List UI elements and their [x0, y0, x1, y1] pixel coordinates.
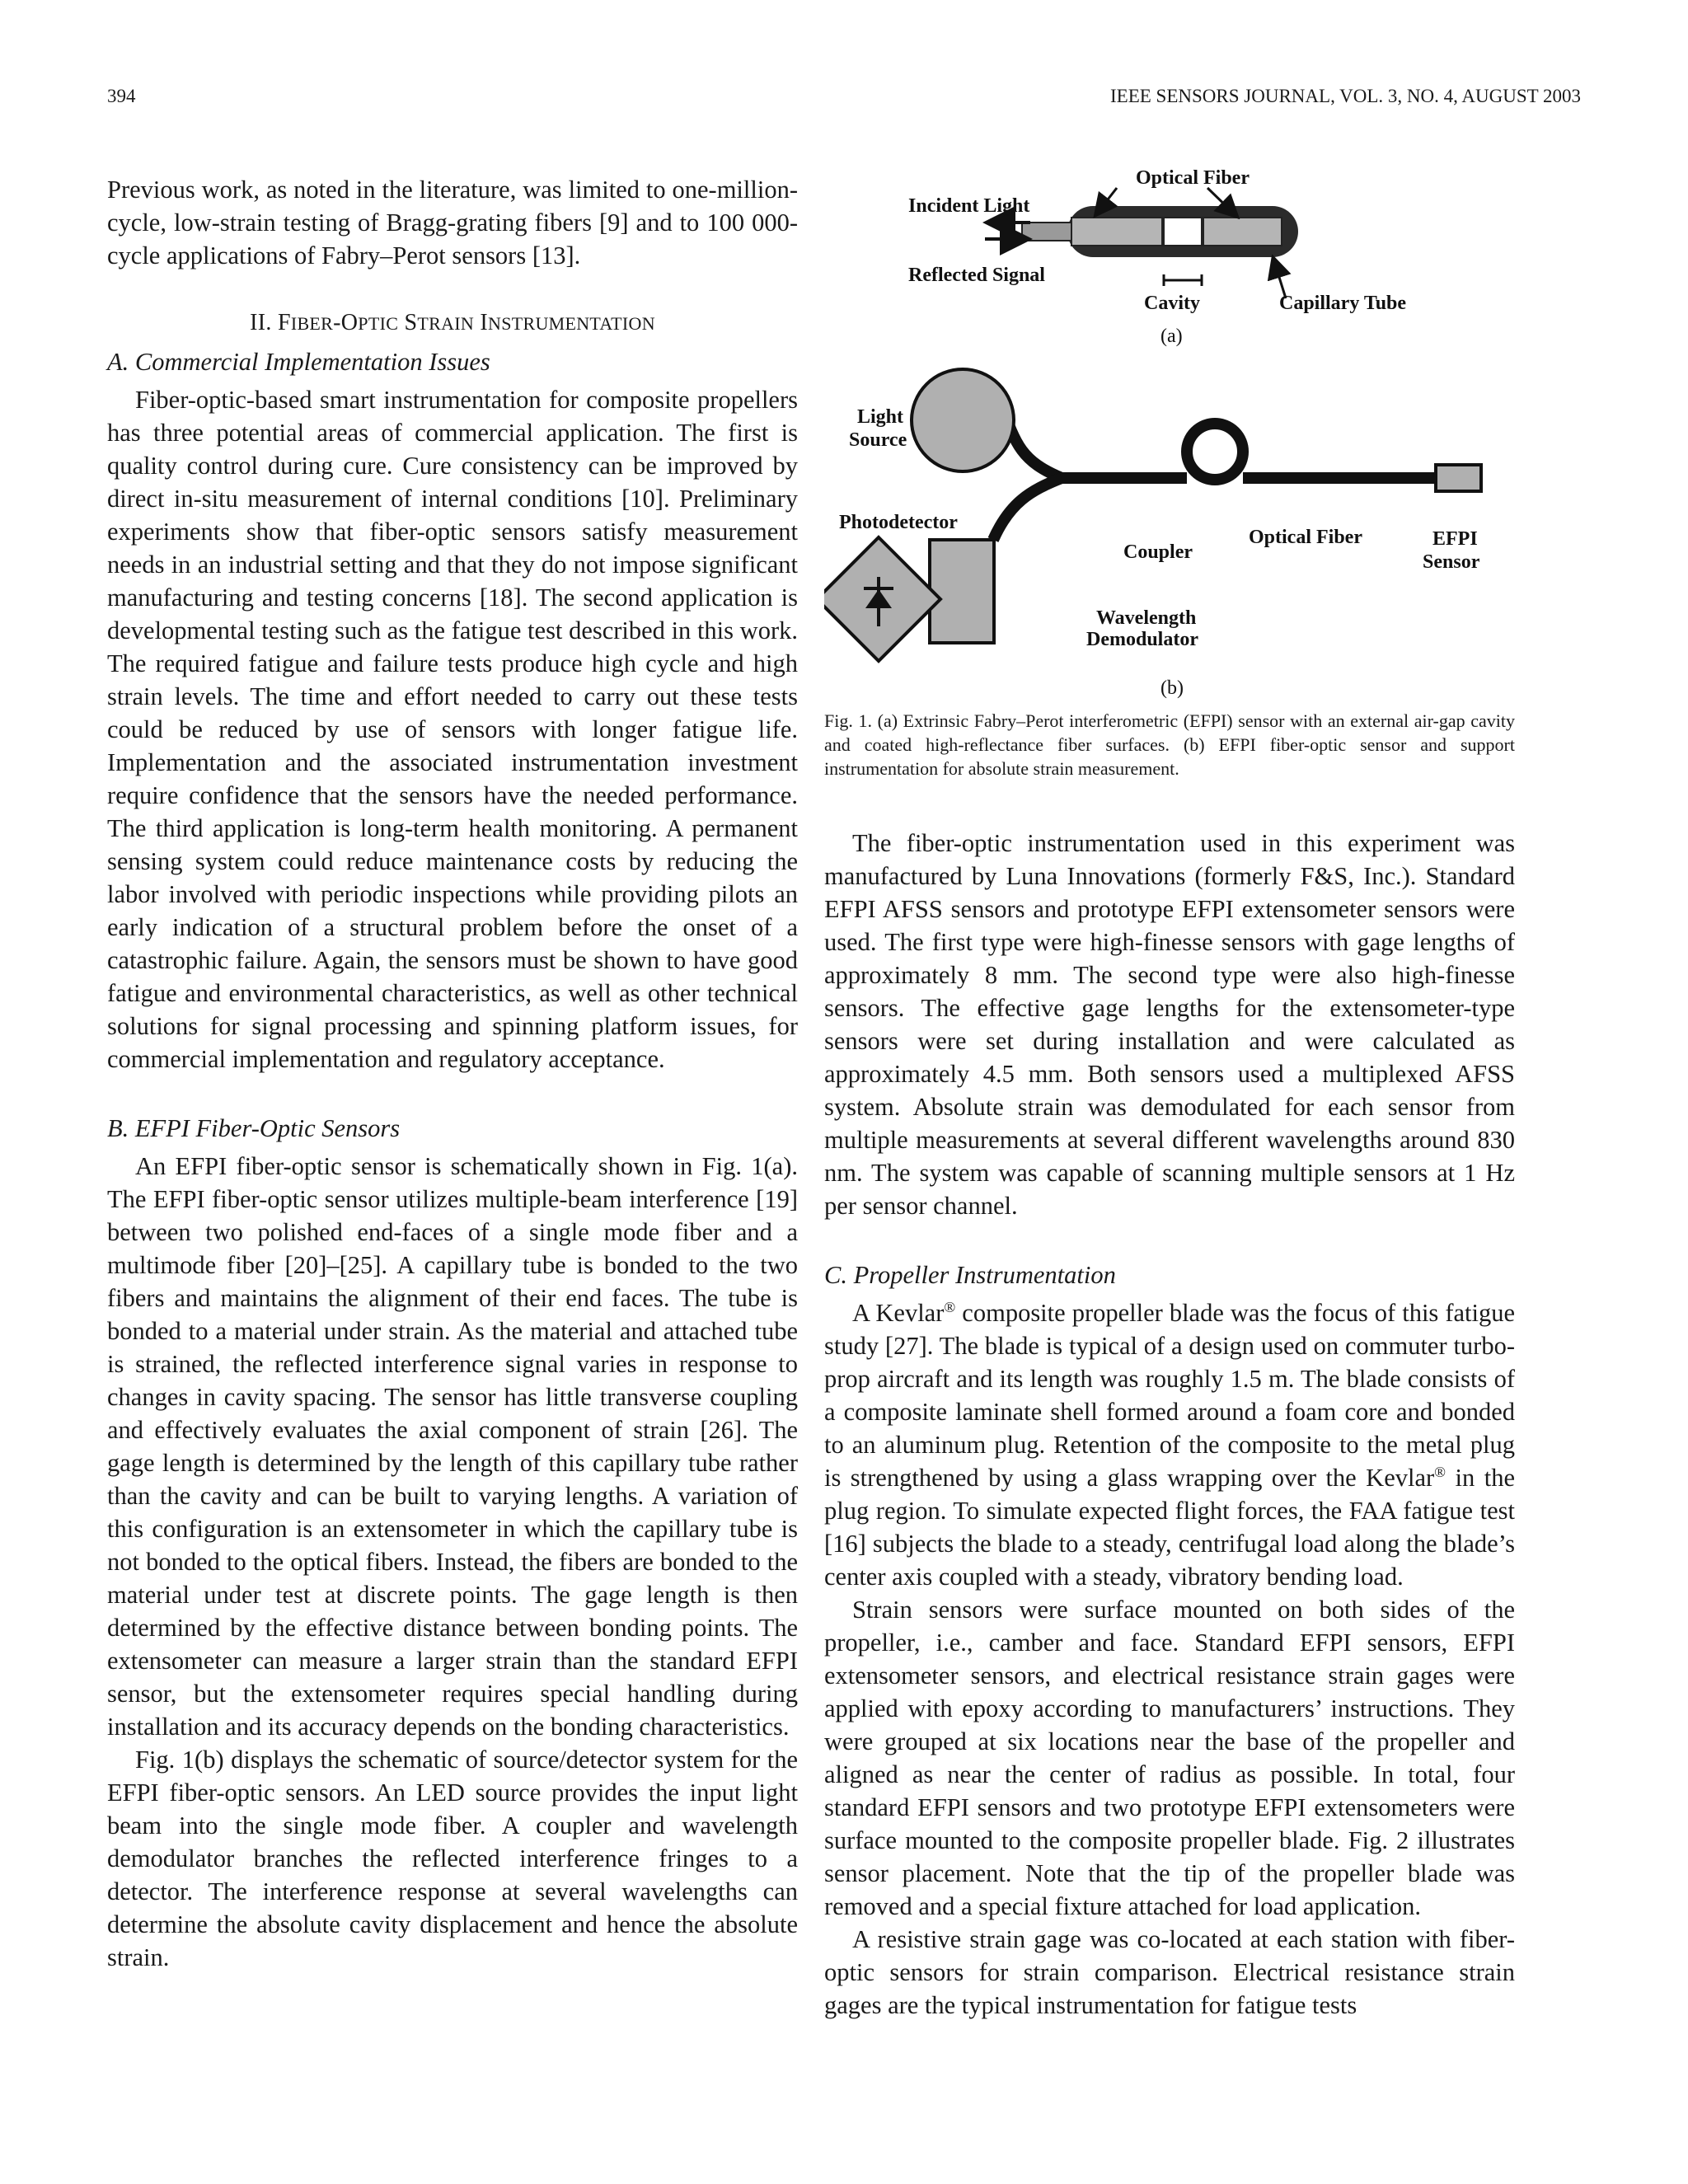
lead-fiber-shape [1071, 218, 1162, 246]
registered-mark-1: ® [944, 1298, 956, 1315]
intro-paragraph: Previous work, as noted in the literature, was limited to one-million-cycle, low-strain testing of Bragg-grating fibers [9] and to 100 000-cycle applications of Fabry–Perot sensors [13]. [107, 176, 798, 269]
subsection-c-title: C. Propeller Instrumentation [824, 1261, 1116, 1289]
label-sensor: Sensor [1423, 551, 1480, 573]
instrumentation-paragraph: The fiber-optic instrumentation used in this experiment was manufactured by Luna Innovations (formerly F&S, Inc.). Standard EFPI AFSS sensors and prototype EFPI extensometer sensors were used. The first type were high-finesse sensors with gage lengths of approximately 8 mm. The second type were also high-finesse sensors. The effective gage lengths for the extensometer-type sensors were set during installation and were calculated as approximately 4.5 mm. Both sensors used a multiplexed AFSS system. Absolute strain was demodulated for each sensor from multiple measurements at several different wavelengths around 830 nm. The system was capable of scanning multiple sensors at 1 Hz per sensor channel. [824, 829, 1515, 1220]
sub-label-b: (b) [1160, 677, 1184, 699]
subsection-a-title: A. Commercial Implementation Issues [107, 348, 490, 376]
registered-mark-2: ® [1434, 1463, 1447, 1480]
fatigue-test-text: in the plug region. To simulate expected flight forces, the FAA fatigue test [16] subjects the blade to a steady, centrifugal load along the blade’s center axis coupled with a steady, vibratory bending load. [824, 1464, 1515, 1591]
sub-label-a: (a) [1160, 326, 1183, 347]
subsection-a-paragraph: Fiber-optic-based smart instrumentation for composite propellers has three potential areas of commercial application. The first is quality control during cure. Cure consistency can be improved by direct in-situ measurement of internal conditions [10]. Preliminary experiments show that fiber-optic sensors satisfy measurement needs in an industrial setting and that they do not impose significant manufacturing and testing concerns [18]. The second application is developmental testing such as the fatigue test described in this work. The required fatigue and failure tests produce high cycle and high strain levels. The time and effort needed to carry out these tests could be reduced by use of sensors with longer fatigue life. Implementation and the associated instrumentation investment require confidence that the sensors have the needed performance. The third application is long-term health monitoring. A permanent sensing system could reduce maintenance costs by reducing the labor involved with periodic inspections while providing pilots an early indication of a structural problem before the onset of a catastrophic failure. Again, the sensors must be shown to have good fatigue and environmental characteristics, as well as other technical solutions for signal processing and spinning platform issues, for commercial implementation and regulatory acceptance. [107, 386, 798, 1073]
label-efpi: EFPI [1432, 528, 1478, 550]
demodulator-fiber-path [993, 478, 1062, 540]
page-number: 394 [107, 86, 136, 106]
left-column [107, 173, 798, 1974]
subsection-c-paragraph-3: A resistive strain gage was co-located at each station with fiber-optic sensors for strain comparison. Electrical resistance strain gages are the typical instrumentation for fatigue tests [824, 1925, 1515, 2019]
label-source: Source [849, 429, 907, 451]
subsection-c-paragraph-2: Strain sensors were surface mounted on both sides of the propeller, i.e., camber and face. Standard EFPI sensors, EFPI extensometer sensors, and electrical resistance strain gages were applied with epoxy according to manufacturers’ instructions. They were grouped at six locations near the base of the propeller and aligned as near the center of radius as possible. In total, four standard EFPI sensors and two prototype EFPI extensometers were surface mounted to the composite propeller blade. Fig. 2 illustrates sensor placement. Note that the tip of the propeller blade was removed and a special fixture attached for load application. [824, 1596, 1515, 1920]
target-fiber-shape [1203, 218, 1282, 246]
label-demodulator: Demodulator [1086, 629, 1198, 650]
label-optical-fiber-b: Optical Fiber [1249, 527, 1362, 548]
label-reflected-signal: Reflected Signal [908, 265, 1045, 286]
section-title: II. FIBER-OPTIC STRAIN INSTRUMENTATION [250, 310, 655, 335]
efpi-sensor-shape [1436, 465, 1481, 491]
label-light: Light [857, 406, 904, 428]
journal-info: IEEE SENSORS JOURNAL, VOL. 3, NO. 4, AUGUST 2003 [1110, 86, 1581, 106]
light-source-shape [912, 369, 1014, 471]
wavelength-demodulator-shape [930, 540, 994, 643]
running-header [107, 86, 1581, 110]
fiber-loop [1187, 424, 1243, 480]
figure-caption: Fig. 1. (a) Extrinsic Fabry–Perot interferometric (EFPI) sensor with an external air-gap cavity and coated high-reflectance fiber surfaces. (b) EFPI fiber-optic sensor and support instrumentation for absolute strain measurement. [824, 710, 1515, 779]
subsection-b-paragraph-1: An EFPI fiber-optic sensor is schematically shown in Fig. 1(a). The EFPI fiber-optic sensor utilizes multiple-beam interference [19] between two polished end-faces of a single mode fiber and a multimode fiber [20]–[25]. A capillary tube is bonded to the two fibers and maintains the alignment of their end faces. The tube is bonded to a material under strain. As the material and attached tube is strained, the reflected interference signal varies in response to changes in cavity spacing. The sensor has little transverse coupling and effectively evaluates the axial component of strain [26]. The gage length is determined by the length of this capillary tube rather than the cavity and can be built to varying lengths. A variation of this configuration is an extensometer in which the capillary tube is not bonded to the optical fibers. Instead, the fibers are bonded to the material under test at discrete points. The gage length is then determined by the effective distance between bonding points. The extensometer can measure a larger strain than the standard EFPI sensor, but the extensometer requires special handling during installation and its accuracy depends on the bonding characteristics. [107, 1152, 798, 1741]
label-incident-light: Incident Light [908, 195, 1030, 217]
label-wavelength: Wavelength [1096, 607, 1197, 629]
cavity-shape [1164, 218, 1202, 246]
label-optical-fiber-a: Optical Fiber [1136, 167, 1250, 189]
label-cavity: Cavity [1144, 293, 1200, 314]
label-capillary-tube: Capillary Tube [1279, 293, 1407, 314]
kevlar-text-1: A Kevlar [852, 1299, 945, 1327]
label-coupler: Coupler [1123, 541, 1193, 563]
subsection-c-paragraph-1 [824, 1296, 1515, 1593]
subsection-b-title: B. EFPI Fiber-Optic Sensors [107, 1114, 401, 1142]
label-photodetector: Photodetector [839, 512, 958, 533]
figure-1 [824, 157, 1515, 791]
subsection-b-paragraph-2: Fig. 1(b) displays the schematic of source/detector system for the EFPI fiber-optic sensors. An LED source provides the input light beam into the single mode fiber. A coupler and wavelength demodulator branches the reflected interference fringes to a detector. The interference response at several wavelengths can determine the absolute cavity displacement and hence the absolute strain. [107, 1746, 798, 1971]
blade-description-text: composite propeller blade was the focus of this fatigue study [27]. The blade is typical of a design used on commuter turbo-prop aircraft and its length was roughly 1.5 m. The blade consists of a composite laminate shell formed around a foam core and bonded to an aluminum plug. Retention of the composite to the metal plug is strengthened by using a glass wrapping over the Kevlar [824, 1299, 1515, 1492]
right-column [824, 827, 1515, 2022]
